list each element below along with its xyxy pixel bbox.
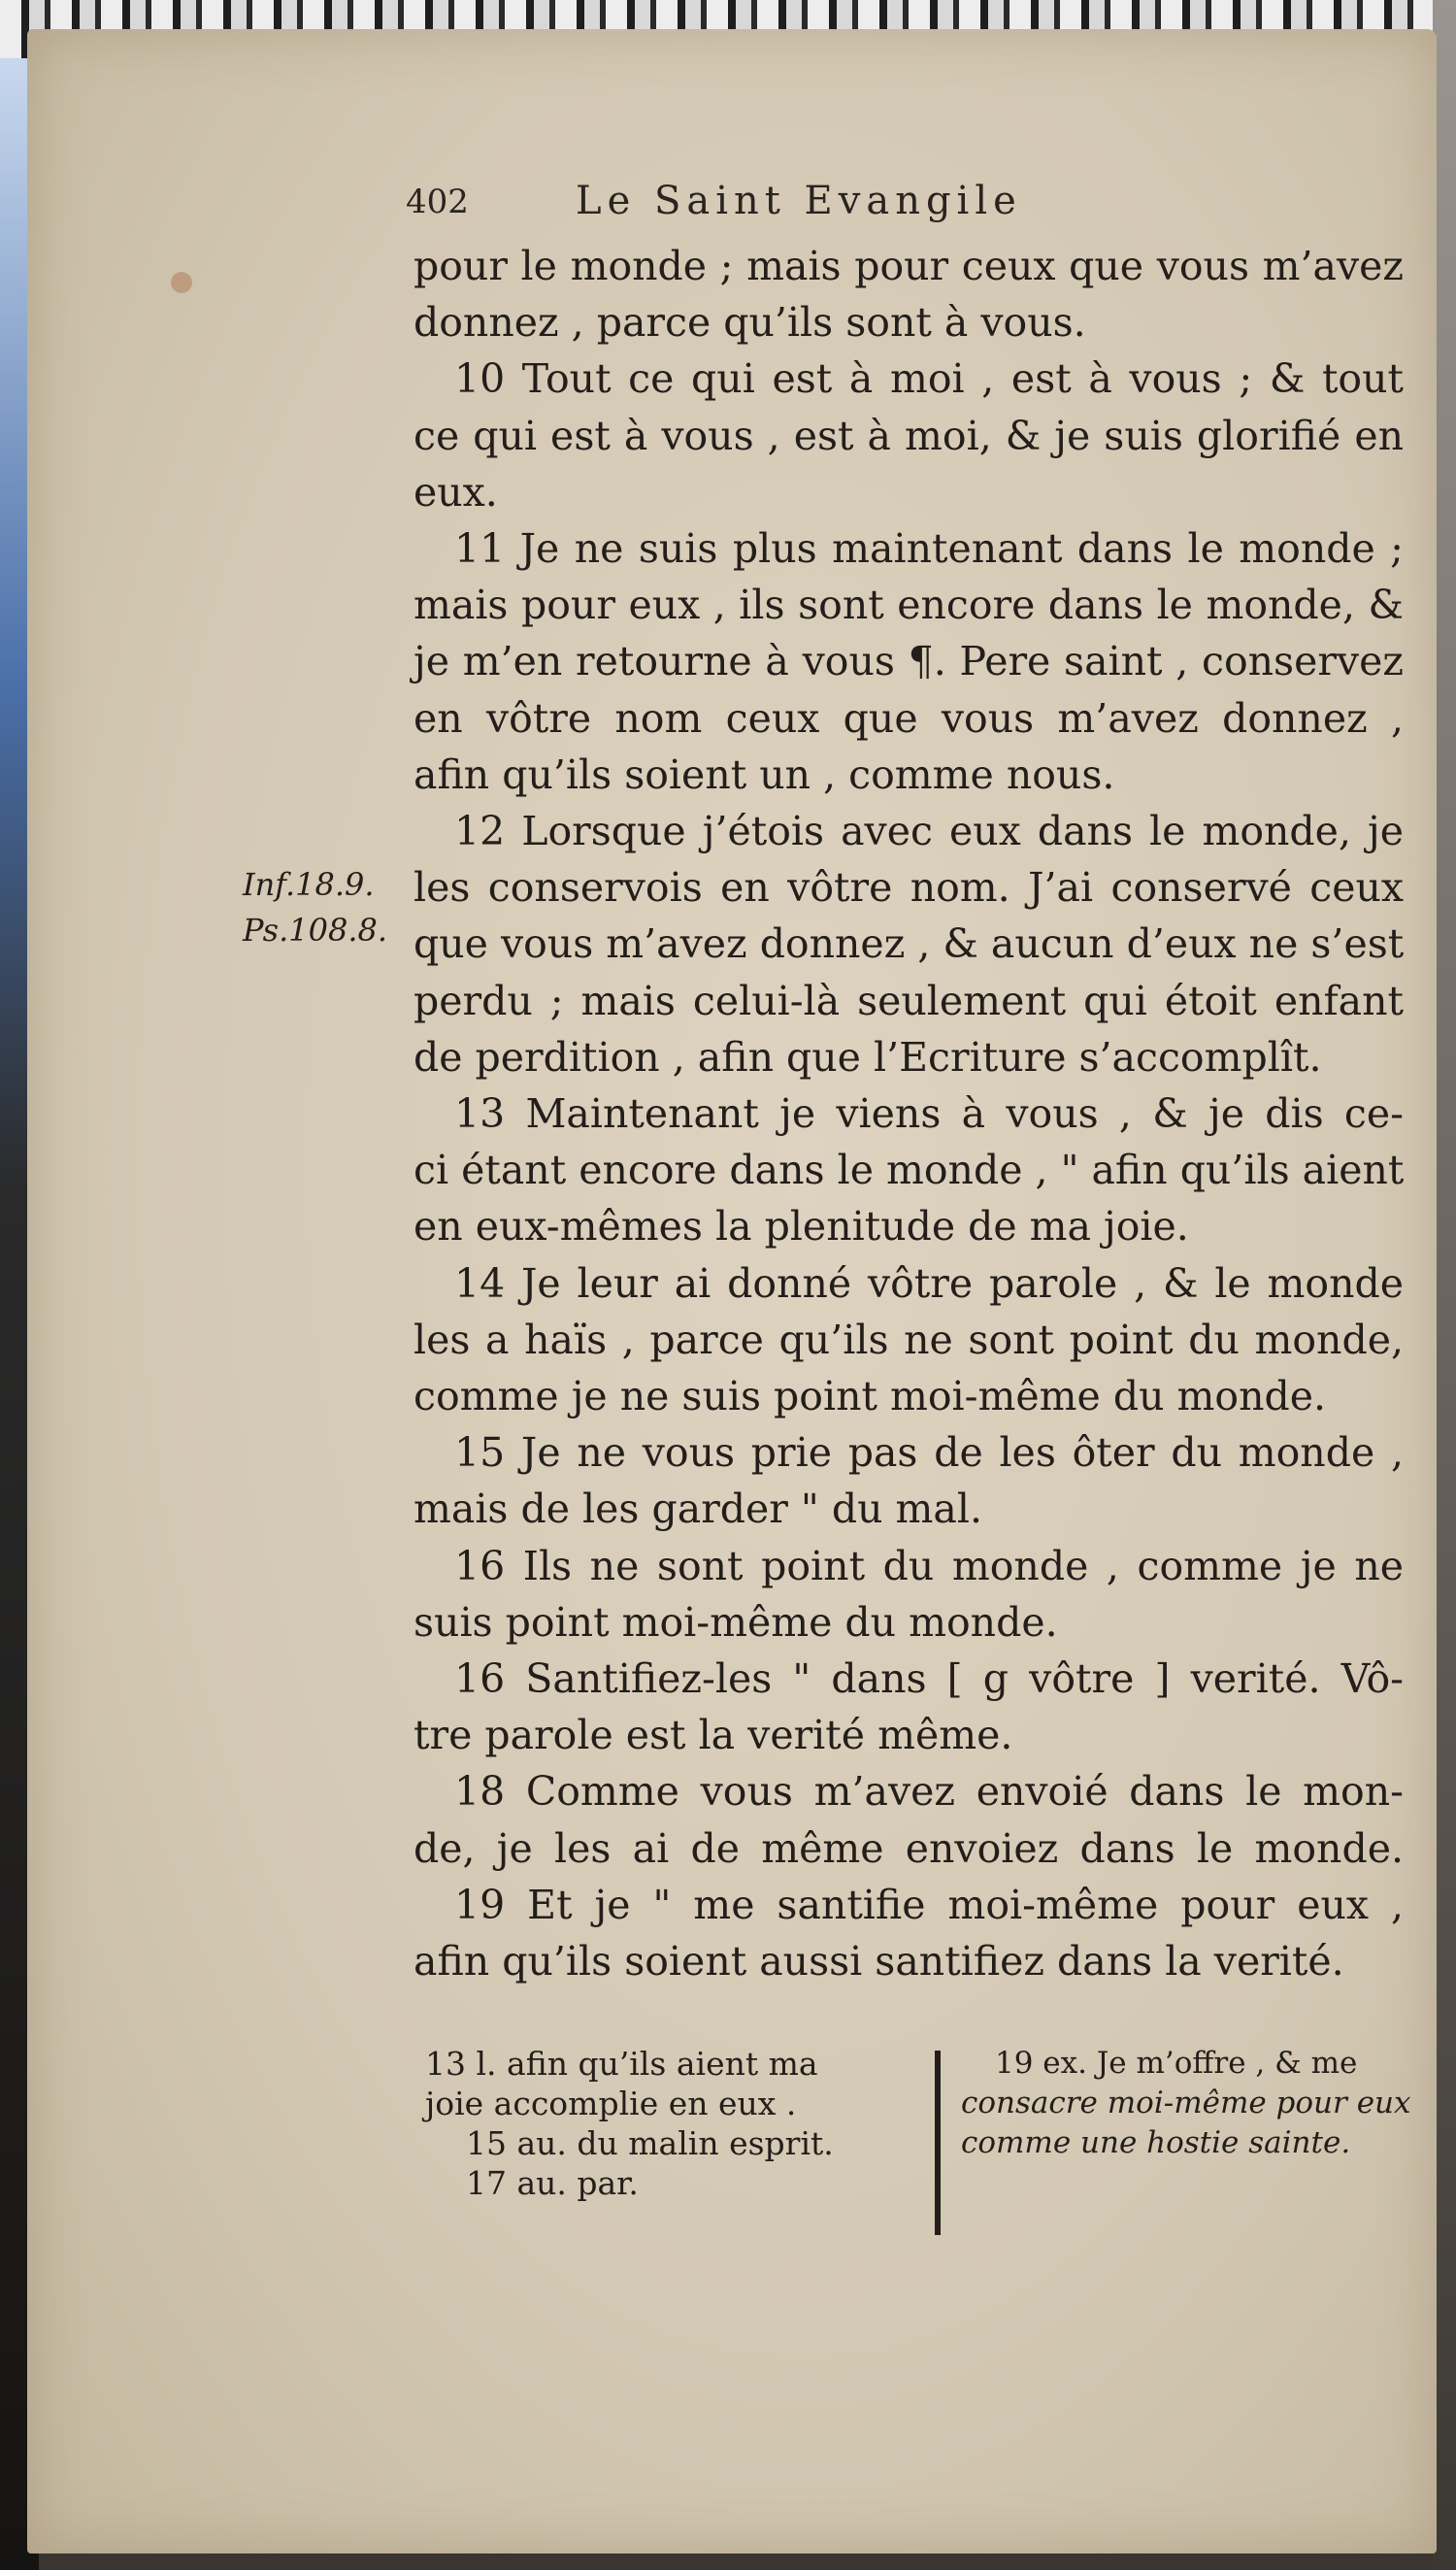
footnote-line: 15 au. du malin esprit. <box>466 2124 834 2162</box>
text-line: mais de les garder " du mal. <box>414 1485 982 1533</box>
text-line: de perdition , afin que l’Ecriture s’accomplît. <box>414 1033 1322 1081</box>
margin-ref: Inf.18.9. <box>243 866 375 903</box>
verse-15: 15 Je ne vous prie pas de les ôter du monde , <box>454 1429 1404 1477</box>
verse-18: 18 Comme vous m’avez envoié dans le mon- <box>454 1768 1404 1816</box>
verse-10: 10 Tout ce qui est à moi , est à vous ; & tout <box>454 355 1404 403</box>
verse-13: 13 Maintenant je viens à vous , & je dis ce- <box>454 1090 1404 1138</box>
footnote-line: comme une hostie sainte. <box>961 2125 1351 2160</box>
footnote-line: 13 l. afin qu’ils aient ma <box>425 2045 818 2083</box>
verse-12: 12 Lorsque j’étois avec eux dans le monde, je <box>454 808 1404 855</box>
book-page <box>27 29 1437 2553</box>
text-line: tre parole est la verité même. <box>414 1712 1013 1759</box>
footnote-divider <box>935 2051 941 2235</box>
text-line: afin qu’ils soient aussi santifiez dans la verité. <box>414 1938 1344 1986</box>
verse-11: 11 Je ne suis plus maintenant dans le monde ; <box>454 525 1404 573</box>
footnote-line: consacre moi-même pour eux <box>961 2086 1411 2120</box>
text-line: en vôtre nom ceux que vous m’avez donnez , <box>414 694 1404 742</box>
text-line: donnez , parce qu’ils sont à vous. <box>414 299 1086 347</box>
text-line: pour le monde ; mais pour ceux que vous m’avez <box>414 243 1404 289</box>
footnote-line: joie accomplie en eux . <box>425 2085 797 2122</box>
margin-ref: Ps.108.8. <box>243 912 388 949</box>
footnote-line: 19 ex. Je m’offre , & me <box>995 2046 1358 2081</box>
running-head <box>406 165 1386 233</box>
text-line: je m’en retourne à vous ¶. Pere saint , conservez <box>414 638 1404 685</box>
margin-references <box>243 862 387 953</box>
body-text <box>414 238 1404 1989</box>
text-line: en eux-mêmes la plenitude de ma joie. <box>414 1203 1189 1251</box>
running-title: Le Saint Evangile <box>576 179 1022 223</box>
text-line: ce qui est à vous , est à moi, & je suis glorifié en <box>414 412 1404 459</box>
page-number: 402 <box>406 183 469 221</box>
text-line: les a haïs , parce qu’ils ne sont point du monde, <box>414 1316 1404 1363</box>
text-line: que vous m’avez donnez , & aucun d’eux ne s’est <box>414 920 1405 968</box>
footnotes-right <box>961 2044 1427 2163</box>
text-line: suis point moi-même du monde. <box>414 1598 1058 1646</box>
text-line: eux. <box>414 468 498 516</box>
text-line: ci étant encore dans le monde , " afin qu’ils aient <box>414 1147 1405 1194</box>
text-line: de, je les ai de même envoiez dans le monde. <box>414 1824 1404 1872</box>
verse-19: 19 Et je " me santifie moi-même pour eux , <box>454 1881 1404 1928</box>
text-line: afin qu’ils soient un , comme nous. <box>414 751 1115 798</box>
text-line: les conservois en vôtre nom. J’ai conservé ceux <box>414 864 1404 912</box>
text-line: perdu ; mais celui-là seulement qui étoit enfant <box>414 977 1404 1024</box>
verse-17: 16 Santifiez-les " dans [ g vôtre ] verité. Vô- <box>454 1655 1404 1703</box>
verse-16: 16 Ils ne sont point du monde , comme je ne <box>454 1542 1404 1589</box>
paper-stain <box>171 272 192 293</box>
footnotes-left <box>425 2044 930 2203</box>
verse-14: 14 Je leur ai donné vôtre parole , & le monde <box>454 1259 1404 1307</box>
text-line: comme je ne suis point moi-même du monde. <box>414 1373 1327 1420</box>
text-line: mais pour eux , ils sont encore dans le monde, & <box>414 582 1404 629</box>
footnote-line: 17 au. par. <box>466 2164 639 2202</box>
